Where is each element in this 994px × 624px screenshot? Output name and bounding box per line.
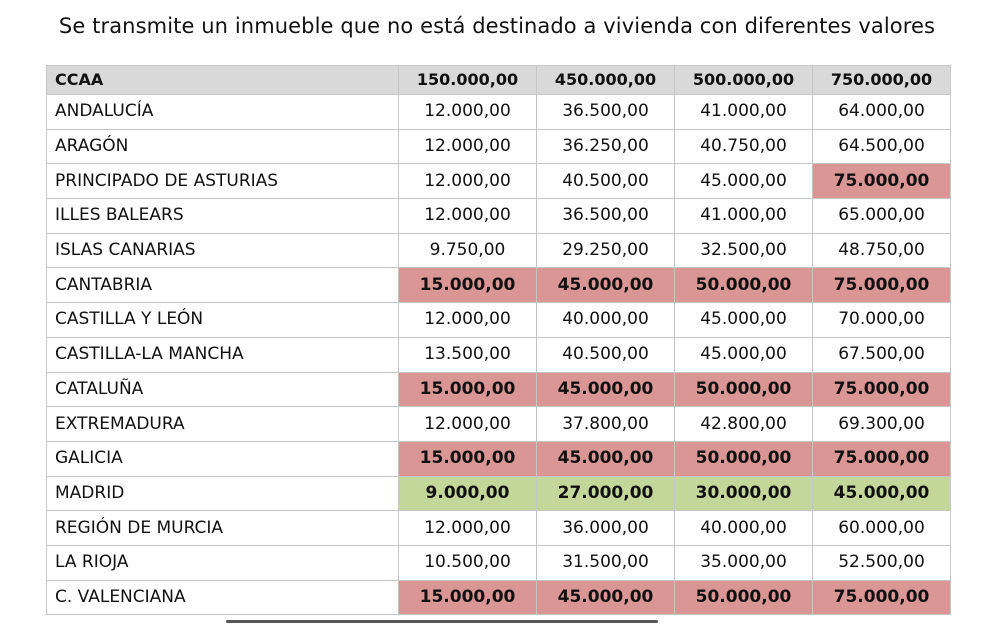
- value-cell: 65.000,00: [813, 199, 951, 234]
- table-row: [47, 545, 951, 580]
- value-cell: 10.500,00: [399, 545, 537, 580]
- value-cell: 12.000,00: [399, 303, 537, 338]
- value-cell: 69.300,00: [813, 407, 951, 442]
- value-cell: 12.000,00: [399, 407, 537, 442]
- value-cell: 45.000,00: [537, 372, 675, 407]
- value-cell: 50.000,00: [675, 441, 813, 476]
- value-cell: 9.000,00: [399, 476, 537, 511]
- table-row: [47, 199, 951, 234]
- value-cell: 35.000,00: [675, 545, 813, 580]
- value-cell: 64.500,00: [813, 129, 951, 164]
- value-cell: 40.000,00: [537, 303, 675, 338]
- value-cell: 15.000,00: [399, 268, 537, 303]
- value-cell: 12.000,00: [399, 164, 537, 199]
- table-row: [47, 95, 951, 130]
- value-cell: 36.500,00: [537, 199, 675, 234]
- table-row: [47, 441, 951, 476]
- value-cell: 40.000,00: [675, 511, 813, 546]
- value-cell: 40.500,00: [537, 337, 675, 372]
- value-cell: 36.500,00: [537, 95, 675, 130]
- header-row: [47, 66, 951, 95]
- region-name-cell: CASTILLA Y LEÓN: [47, 303, 399, 338]
- page-title: Se transmite un inmueble que no está destinado a vivienda con diferentes valores: [58, 14, 936, 38]
- table-row: [47, 268, 951, 303]
- value-cell: 75.000,00: [813, 441, 951, 476]
- value-cell: 70.000,00: [813, 303, 951, 338]
- value-cell: 64.000,00: [813, 95, 951, 130]
- value-cell: 9.750,00: [399, 233, 537, 268]
- table-row: [47, 511, 951, 546]
- region-name-cell: CATALUÑA: [47, 372, 399, 407]
- column-header-value-2: 450.000,00: [537, 66, 675, 95]
- value-cell: 50.000,00: [675, 372, 813, 407]
- region-name-cell: CASTILLA-LA MANCHA: [47, 337, 399, 372]
- value-cell: 45.000,00: [537, 441, 675, 476]
- value-cell: 52.500,00: [813, 545, 951, 580]
- value-cell: 50.000,00: [675, 580, 813, 615]
- value-cell: 40.750,00: [675, 129, 813, 164]
- value-cell: 75.000,00: [813, 580, 951, 615]
- value-cell: 40.500,00: [537, 164, 675, 199]
- value-cell: 29.250,00: [537, 233, 675, 268]
- value-cell: 15.000,00: [399, 580, 537, 615]
- region-name-cell: PRINCIPADO DE ASTURIAS: [47, 164, 399, 199]
- value-cell: 42.800,00: [675, 407, 813, 442]
- value-cell: 31.500,00: [537, 545, 675, 580]
- value-cell: 30.000,00: [675, 476, 813, 511]
- region-name-cell: C. VALENCIANA: [47, 580, 399, 615]
- table-row: [47, 164, 951, 199]
- column-header-value-4: 750.000,00: [813, 66, 951, 95]
- value-cell: 36.250,00: [537, 129, 675, 164]
- value-cell: 37.800,00: [537, 407, 675, 442]
- table-row: [47, 476, 951, 511]
- table-row: [47, 407, 951, 442]
- value-cell: 32.500,00: [675, 233, 813, 268]
- value-cell: 67.500,00: [813, 337, 951, 372]
- value-cell: 36.000,00: [537, 511, 675, 546]
- column-header-ccaa: CCAA: [47, 66, 399, 95]
- value-cell: 45.000,00: [675, 337, 813, 372]
- region-name-cell: CANTABRIA: [47, 268, 399, 303]
- value-cell: 45.000,00: [675, 164, 813, 199]
- table-row: [47, 580, 951, 615]
- value-cell: 45.000,00: [537, 268, 675, 303]
- tax-table: [46, 65, 951, 615]
- value-cell: 13.500,00: [399, 337, 537, 372]
- value-cell: 12.000,00: [399, 199, 537, 234]
- region-name-cell: ILLES BALEARS: [47, 199, 399, 234]
- region-name-cell: GALICIA: [47, 441, 399, 476]
- region-name-cell: LA RIOJA: [47, 545, 399, 580]
- scroll-indicator: [226, 620, 658, 623]
- table-row: [47, 372, 951, 407]
- value-cell: 45.000,00: [813, 476, 951, 511]
- value-cell: 75.000,00: [813, 372, 951, 407]
- region-name-cell: REGIÓN DE MURCIA: [47, 511, 399, 546]
- value-cell: 12.000,00: [399, 511, 537, 546]
- value-cell: 48.750,00: [813, 233, 951, 268]
- value-cell: 27.000,00: [537, 476, 675, 511]
- column-header-value-1: 150.000,00: [399, 66, 537, 95]
- table-row: [47, 129, 951, 164]
- value-cell: 41.000,00: [675, 95, 813, 130]
- value-cell: 45.000,00: [675, 303, 813, 338]
- table-row: [47, 337, 951, 372]
- table-row: [47, 233, 951, 268]
- value-cell: 41.000,00: [675, 199, 813, 234]
- value-cell: 50.000,00: [675, 268, 813, 303]
- value-cell: 45.000,00: [537, 580, 675, 615]
- region-name-cell: ANDALUCÍA: [47, 95, 399, 130]
- table-header: [47, 66, 951, 95]
- table-body: [47, 95, 951, 615]
- region-name-cell: MADRID: [47, 476, 399, 511]
- value-cell: 75.000,00: [813, 268, 951, 303]
- value-cell: 75.000,00: [813, 164, 951, 199]
- region-name-cell: ARAGÓN: [47, 129, 399, 164]
- table-row: [47, 303, 951, 338]
- value-cell: 12.000,00: [399, 95, 537, 130]
- column-header-value-3: 500.000,00: [675, 66, 813, 95]
- value-cell: 15.000,00: [399, 441, 537, 476]
- region-name-cell: ISLAS CANARIAS: [47, 233, 399, 268]
- region-name-cell: EXTREMADURA: [47, 407, 399, 442]
- value-cell: 12.000,00: [399, 129, 537, 164]
- value-cell: 15.000,00: [399, 372, 537, 407]
- value-cell: 60.000,00: [813, 511, 951, 546]
